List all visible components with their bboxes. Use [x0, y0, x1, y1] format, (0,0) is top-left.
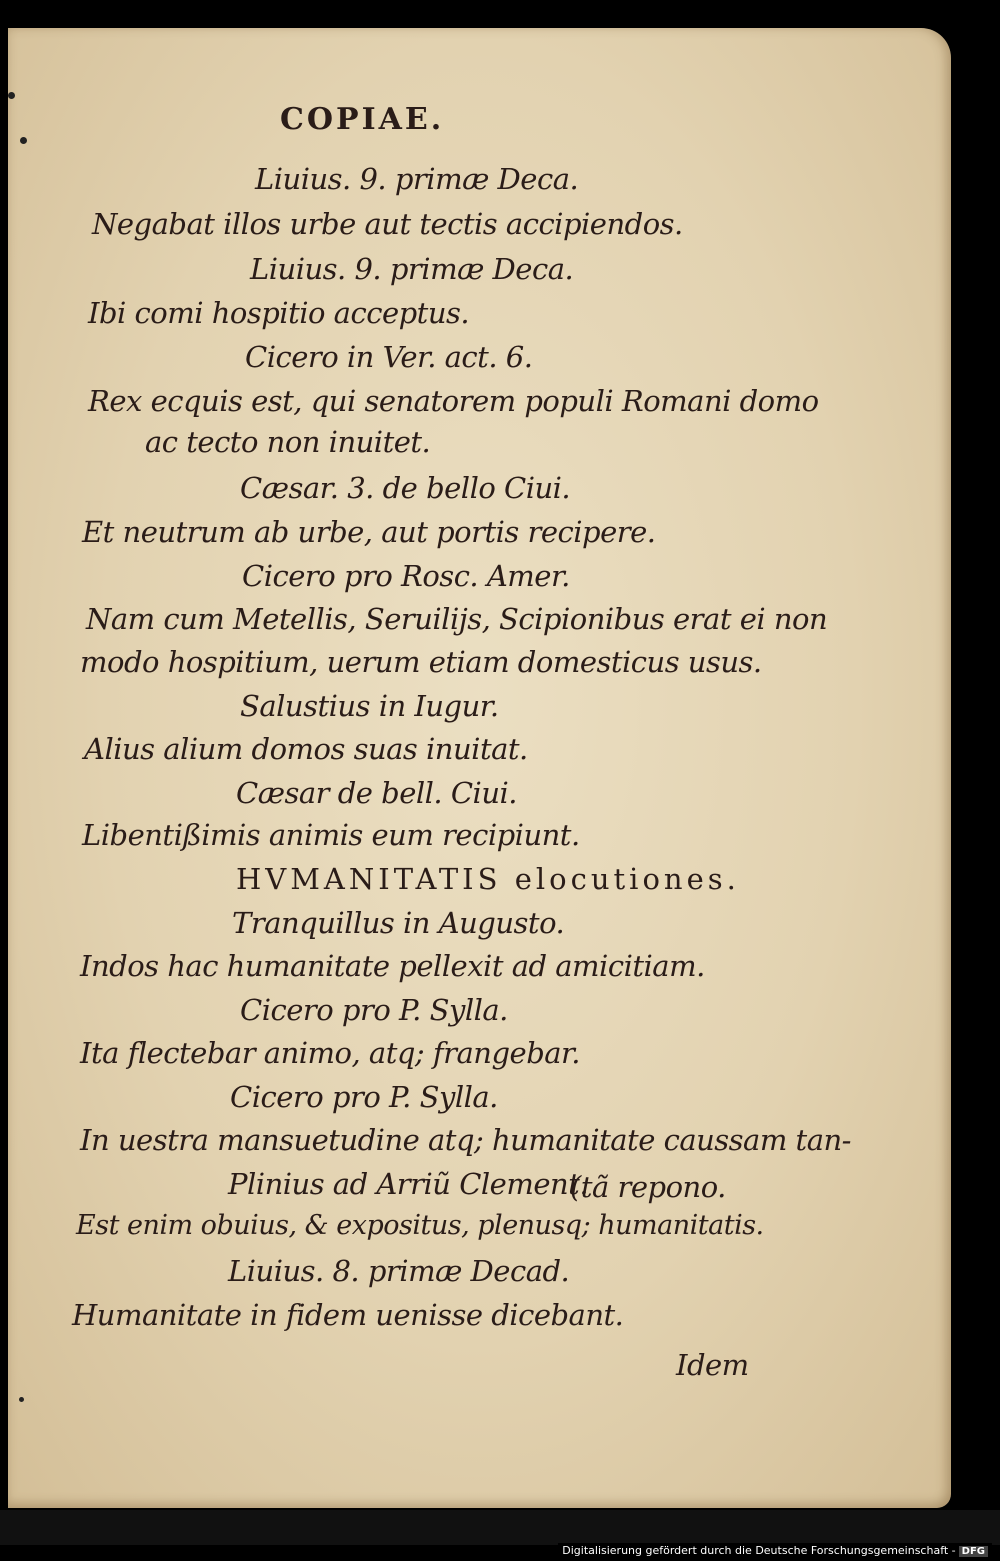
text-line: ac tecto non inuitet.	[145, 425, 431, 459]
running-header: COPIAE.	[280, 102, 445, 137]
text-line: Tranquillus in Augusto.	[232, 906, 565, 940]
text-line: In uestra mansuetudine atq; humanitate caussam tan-	[80, 1123, 851, 1157]
catchword: Idem	[676, 1348, 749, 1382]
text-line: Ibi comi hospitio acceptus.	[88, 296, 470, 330]
text-line: Cicero in Ver. act. 6.	[245, 340, 533, 374]
text-line: Rex ecquis est, qui senatorem populi Romani domo	[88, 384, 819, 418]
text-line: Cicero pro P. Sylla.	[240, 993, 508, 1027]
text-line: Cæsar. 3. de bello Ciui.	[240, 471, 571, 505]
text-line: Salustius in Iugur.	[240, 689, 499, 723]
text-line: Plinius ad Arriũ Clement.	[228, 1167, 589, 1201]
text-line: Negabat illos urbe aut tectis accipiendos.	[92, 207, 683, 241]
text-line: Est enim obuius, & expositus, plenusq; humanitatis.	[76, 1210, 764, 1241]
text-line: Liuius. 8. primæ Decad.	[228, 1254, 570, 1288]
margin-mark	[20, 137, 27, 144]
dfg-logo: DFG	[959, 1546, 988, 1557]
text-line: Alius alium domos suas inuitat.	[84, 732, 528, 766]
text-line: Indos hac humanitate pellexit ad amicitiam.	[80, 949, 705, 983]
digitization-credit	[558, 1543, 992, 1558]
text-line: Humanitate in fidem uenisse dicebant.	[72, 1298, 624, 1332]
text-line: Cicero pro P. Sylla.	[230, 1080, 498, 1114]
credit-text: Digitalisierung gefördert durch die Deutsche Forschungsgemeinschaft -	[562, 1544, 956, 1557]
text-line: (tã repono.	[570, 1170, 726, 1204]
text-line: Cæsar de bell. Ciui.	[236, 776, 517, 810]
text-line: Ita flectebar animo, atq; frangebar.	[80, 1036, 580, 1070]
text-line: Et neutrum ab urbe, aut portis recipere.	[82, 515, 656, 549]
text-line: Liuius. 9. primæ Deca.	[250, 252, 574, 286]
text-line: Cicero pro Rosc. Amer.	[242, 559, 570, 593]
text-line: modo hospitium, uerum etiam domesticus usus.	[80, 645, 762, 679]
margin-mark	[8, 92, 15, 99]
book-edge	[0, 1510, 1000, 1545]
section-heading: HVMANITATIS elocutiones.	[236, 862, 740, 896]
text-line: Nam cum Metellis, Seruilijs, Scipionibus erat ei non	[86, 602, 828, 636]
margin-mark	[19, 1397, 24, 1402]
text-line: Liuius. 9. primæ Deca.	[255, 162, 579, 196]
text-line: Libentißimis animis eum recipiunt.	[82, 818, 580, 852]
